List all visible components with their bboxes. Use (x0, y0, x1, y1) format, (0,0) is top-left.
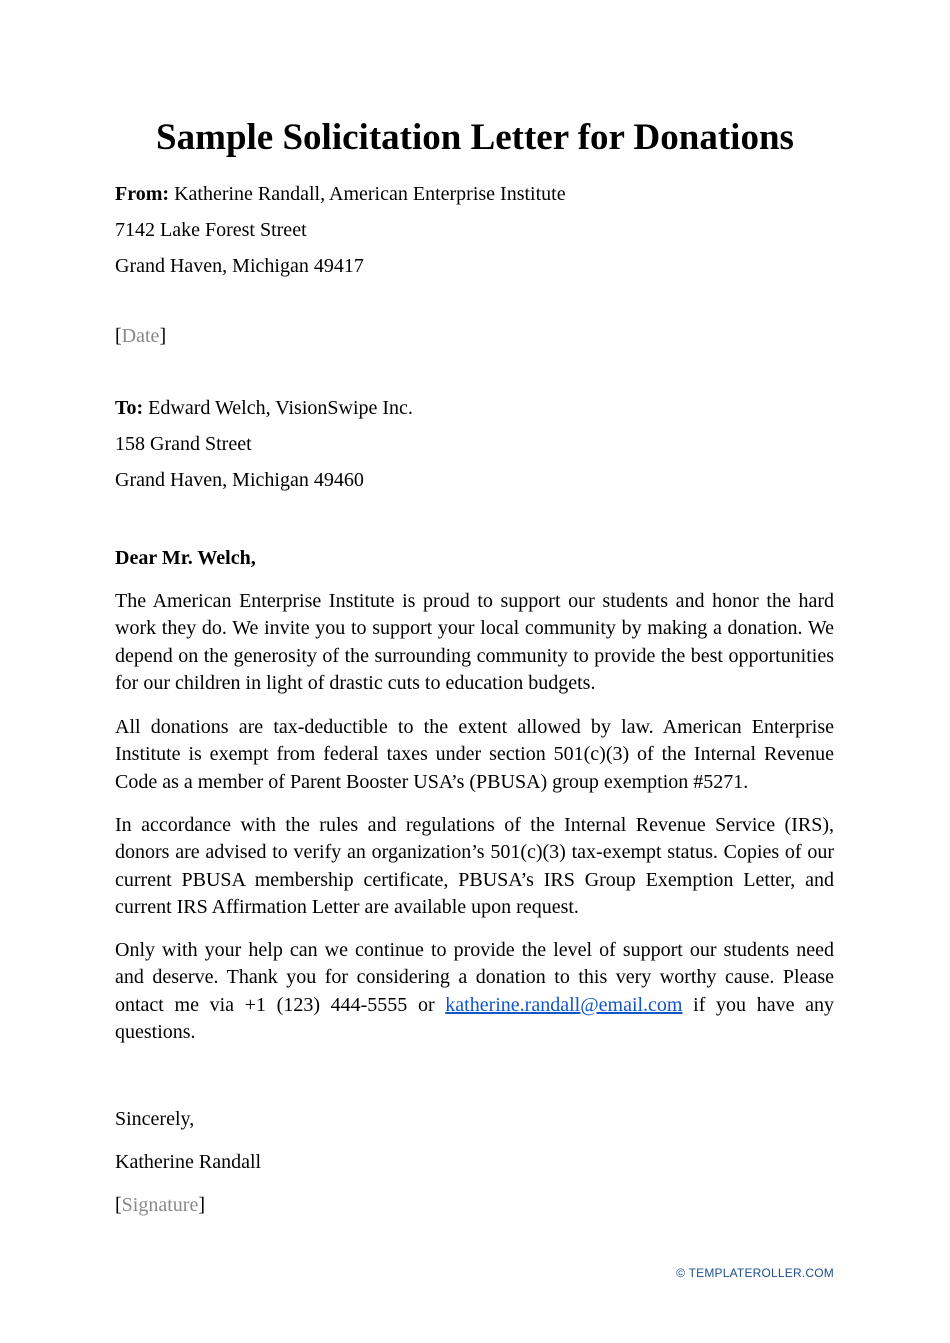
document-title: Sample Solicitation Letter for Donations (156, 117, 794, 158)
date-field (115, 323, 166, 349)
signer-name: Katherine Randall (115, 1151, 262, 1173)
body-paragraph-3: In accordance with the rules and regulations of the Internal Revenue Service (IRS), donors are advised to verify an organization’s 501(c)(3) tax-exempt status. Copies of our current PBUSA membership certificate, PBUSA’s IRS Group Exemption Letter, and current IRS Affirmation Letter are available upon request. (115, 814, 834, 918)
sender-label: From: (115, 183, 170, 205)
recipient-street: 158 Grand Street (115, 433, 252, 455)
signature-field (115, 1192, 205, 1218)
body-paragraph-2: All donations are tax-deductible to the extent allowed by law. American Enterprise Institute is exempt from federal taxes under section 501(c)(3) of the Internal Revenue Code as a member of Parent Booster USA’s (PBUSA) group exemption #5271. (115, 716, 834, 793)
body-paragraph-1: The American Enterprise Institute is proud to support our students and honor the hard work they do. We invite you to support your local community by making a donation. We depend on the generosity of the surrounding community to provide the best opportunities for our children in light of drastic cuts to education budgets. (115, 590, 834, 694)
sender-line (115, 181, 566, 207)
recipient-line (115, 395, 413, 421)
email-link[interactable]: katherine.randall@email.com (445, 993, 683, 1016)
recipient-city: Grand Haven, Michigan 49460 (115, 469, 364, 491)
recipient-name-org: Edward Welch, VisionSwipe Inc. (148, 397, 413, 419)
date-placeholder: Date (121, 325, 160, 347)
paragraph-4-text-start: Only with your help can we continue to provide the level of support our students need and deserve. Thank you for considering a donation to this very worthy cause. Please ontact me via +1 (123) 444-5555 or (115, 939, 834, 1016)
body-paragraph-4 (115, 937, 834, 1046)
paragraph-4-text-end: if you have any questions. (115, 993, 834, 1043)
salutation: Dear Mr. Welch, (115, 547, 256, 569)
signature-open-bracket: [ (115, 1194, 122, 1216)
date-close-bracket: ] (159, 325, 167, 347)
sender-street: 7142 Lake Forest Street (115, 219, 307, 241)
signature-close-bracket: ] (198, 1194, 205, 1216)
date-open-bracket: [ (115, 325, 122, 347)
recipient-label: To: (115, 397, 144, 419)
sender-name-org: Katherine Randall, American Enterprise Institute (174, 183, 566, 205)
signature-placeholder: Signature (121, 1194, 199, 1216)
copyright-footer[interactable]: © TEMPLATEROLLER.COM (676, 1266, 834, 1280)
sender-city: Grand Haven, Michigan 49417 (115, 255, 364, 277)
valediction: Sincerely, (115, 1108, 195, 1130)
